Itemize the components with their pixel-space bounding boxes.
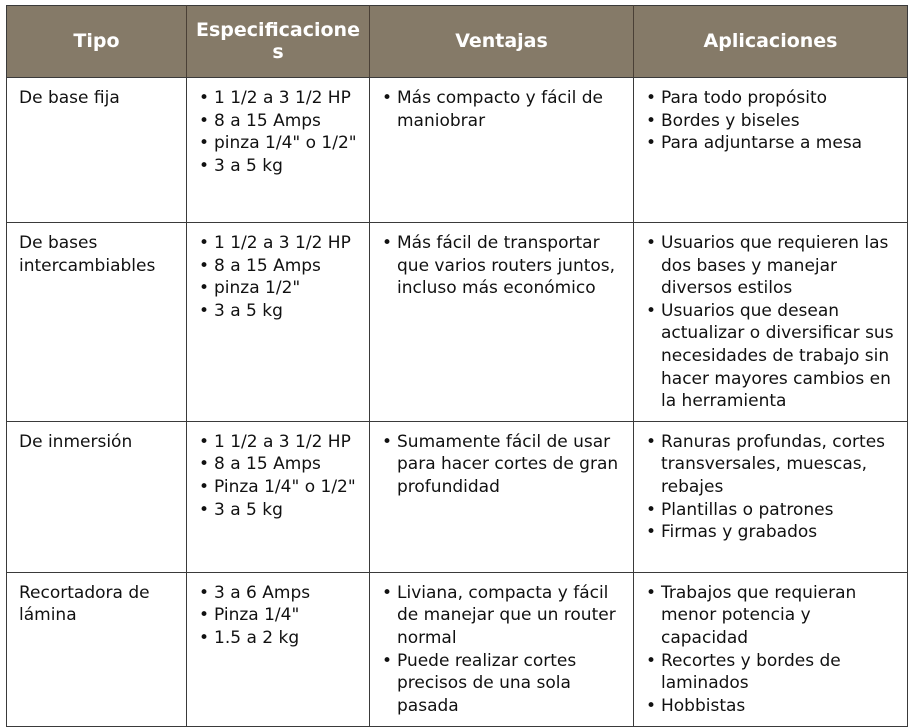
bullet-list-especificaciones <box>199 87 359 177</box>
bullet-list-aplicaciones <box>646 87 897 155</box>
cell-ventajas <box>370 78 634 223</box>
cell-tipo: De base fija <box>7 78 187 223</box>
bullet-item: • pinza 1/4" o 1/2" <box>199 132 359 155</box>
bullet-item: • Pinza 1/4" o 1/2" <box>199 476 359 499</box>
bullet-item: • 8 a 15 Amps <box>199 453 359 476</box>
bullet-list-aplicaciones <box>646 582 897 718</box>
column-header-tipo: Tipo <box>7 6 187 78</box>
cell-aplicaciones <box>634 223 908 422</box>
table-row <box>7 421 908 572</box>
bullet-item: • Trabajos que requieran menor potencia y capacidad <box>646 582 897 650</box>
bullet-item: • 1 1/2 a 3 1/2 HP <box>199 431 359 454</box>
bullet-list-ventajas <box>382 582 623 718</box>
table-header <box>7 6 908 78</box>
bullet-list-ventajas <box>382 431 623 499</box>
bullet-item: • Recortes y bordes de laminados <box>646 650 897 695</box>
bullet-list-ventajas <box>382 232 623 300</box>
bullet-item: • 8 a 15 Amps <box>199 110 359 133</box>
bullet-item: • Firmas y grabados <box>646 521 897 544</box>
bullet-item: • pinza 1/2" <box>199 277 359 300</box>
cell-especificaciones <box>187 572 370 726</box>
bullet-item: • 3 a 5 kg <box>199 499 359 522</box>
bullet-list-especificaciones <box>199 431 359 521</box>
cell-tipo: De inmersión <box>7 421 187 572</box>
bullet-item: • Usuarios que desean actualizar o diversificar sus necesidades de trabajo sin hacer mayores cambios en la herramienta <box>646 300 897 413</box>
bullet-item: • Para adjuntarse a mesa <box>646 132 897 155</box>
bullet-list-aplicaciones <box>646 232 897 413</box>
bullet-list-especificaciones <box>199 232 359 322</box>
bullet-item: • 3 a 6 Amps <box>199 582 359 605</box>
bullet-item: • 8 a 15 Amps <box>199 255 359 278</box>
bullet-item: • 3 a 5 kg <box>199 300 359 323</box>
bullet-item: • Pinza 1/4" <box>199 604 359 627</box>
bullet-item: • 3 a 5 kg <box>199 155 359 178</box>
bullet-item: • Para todo propósito <box>646 87 897 110</box>
column-header-ventajas: Ventajas <box>370 6 634 78</box>
column-header-aplicaciones: Aplicaciones <box>634 6 908 78</box>
cell-ventajas <box>370 572 634 726</box>
bullet-item: • 1.5 a 2 kg <box>199 627 359 650</box>
table-row <box>7 78 908 223</box>
bullet-item: • Bordes y biseles <box>646 110 897 133</box>
cell-especificaciones <box>187 223 370 422</box>
bullet-item: • Plantillas o patrones <box>646 499 897 522</box>
cell-tipo: Recortadora de lámina <box>7 572 187 726</box>
cell-tipo: De bases intercambiables <box>7 223 187 422</box>
bullet-list-especificaciones <box>199 582 359 650</box>
cell-ventajas <box>370 223 634 422</box>
bullet-item: • Más compacto y fácil de maniobrar <box>382 87 623 132</box>
cell-especificaciones <box>187 78 370 223</box>
bullet-list-aplicaciones <box>646 431 897 544</box>
table-row <box>7 223 908 422</box>
cell-aplicaciones <box>634 78 908 223</box>
router-comparison-table <box>6 5 908 727</box>
cell-aplicaciones <box>634 421 908 572</box>
bullet-item: • Sumamente fácil de usar para hacer cortes de gran profundidad <box>382 431 623 499</box>
table-row <box>7 572 908 726</box>
bullet-item: • Usuarios que requieren las dos bases y manejar diversos estilos <box>646 232 897 300</box>
bullet-item: • 1 1/2 a 3 1/2 HP <box>199 87 359 110</box>
bullet-item: • 1 1/2 a 3 1/2 HP <box>199 232 359 255</box>
cell-ventajas <box>370 421 634 572</box>
bullet-list-ventajas <box>382 87 623 132</box>
table-header-row <box>7 6 908 78</box>
table-body <box>7 78 908 727</box>
cell-especificaciones <box>187 421 370 572</box>
bullet-item: • Liviana, compacta y fácil de manejar que un router normal <box>382 582 623 650</box>
bullet-item: • Hobbistas <box>646 695 897 718</box>
bullet-item: • Ranuras profundas, cortes transversales, muescas, rebajes <box>646 431 897 499</box>
bullet-item: • Más fácil de transportar que varios routers juntos, incluso más económico <box>382 232 623 300</box>
cell-aplicaciones <box>634 572 908 726</box>
column-header-especificaciones: Especificaciones <box>187 6 370 78</box>
bullet-item: • Puede realizar cortes precisos de una sola pasada <box>382 650 623 718</box>
